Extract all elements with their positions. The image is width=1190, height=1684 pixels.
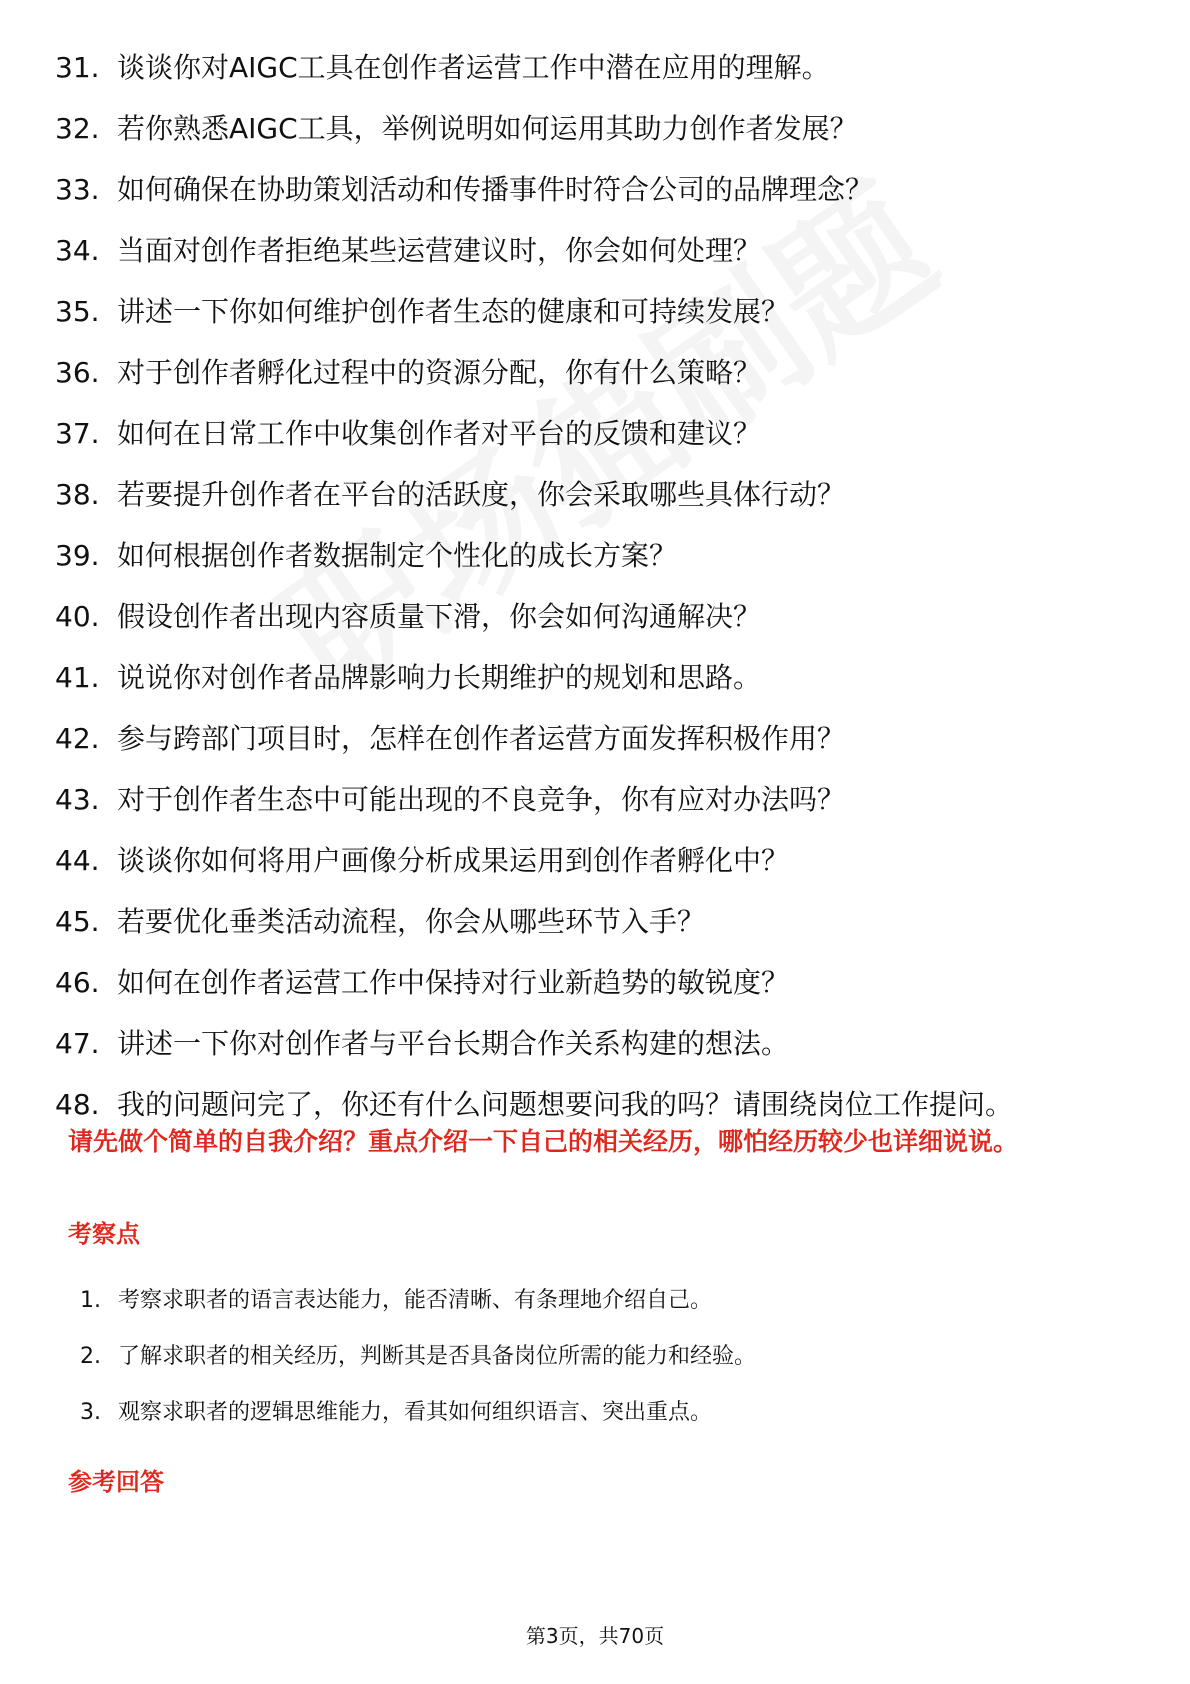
question-number: 44.: [55, 844, 100, 877]
reference-answer-label: 参考回答: [68, 1468, 164, 1496]
question-number: 31.: [55, 51, 100, 84]
question-text: 对于创作者生态中可能出现的不良竞争，你有应对办法吗？: [117, 783, 846, 816]
question-item: [55, 50, 1135, 86]
page-footer: 第3页，共70页: [525, 1624, 665, 1648]
question-number: 40.: [55, 600, 100, 633]
question-number: 43.: [55, 783, 100, 816]
point-number: 3.: [80, 1400, 101, 1425]
question-item: [55, 294, 1135, 330]
question-text: 如何根据创作者数据制定个性化的成长方案？: [117, 539, 678, 572]
question-item: [55, 233, 1135, 269]
point-text: 了解求职者的相关经历，判断其是否具备岗位所需的能力和经验。: [118, 1344, 757, 1369]
question-text: 参与跨部门项目时，怎样在创作者运营方面发挥积极作用？: [117, 722, 846, 755]
question-item: [55, 721, 1135, 757]
question-item: [55, 111, 1135, 147]
point-number: 2.: [80, 1344, 101, 1369]
question-item: [55, 416, 1135, 452]
question-number: 42.: [55, 722, 100, 755]
question-text: 假设创作者出现内容质量下滑，你会如何沟通解决？: [117, 600, 762, 633]
question-text: 如何在日常工作中收集创作者对平台的反馈和建议？: [117, 417, 762, 450]
question-number: 33.: [55, 173, 100, 206]
question-item: [55, 1087, 1135, 1127]
question-text: 对于创作者孵化过程中的资源分配，你有什么策略？: [117, 356, 762, 389]
assessment-points-list: [80, 1284, 1120, 1452]
question-item: [55, 782, 1135, 818]
question-number: 37.: [55, 417, 100, 450]
question-number: 39.: [55, 539, 100, 572]
question-item: [55, 538, 1135, 574]
question-text: 当面对创作者拒绝某些运营建议时，你会如何处理？: [117, 234, 762, 267]
question-text: 我的问题问完了，你还有什么问题想要问我的吗？请围绕岗位工作提问。: [117, 1088, 1014, 1121]
question-item: [55, 965, 1135, 1001]
question-number: 48.: [55, 1088, 100, 1121]
question-item: [55, 1026, 1135, 1062]
assessment-point: [80, 1284, 1120, 1318]
question-number: 41.: [55, 661, 100, 694]
point-text: 考察求职者的语言表达能力，能否清晰、有条理地介绍自己。: [118, 1288, 713, 1313]
question-text: 如何确保在协助策划活动和传播事件时符合公司的品牌理念？: [117, 173, 874, 206]
question-number: 46.: [55, 966, 100, 999]
question-text: 若要提升创作者在平台的活跃度，你会采取哪些具体行动？: [117, 478, 846, 511]
assessment-point: [80, 1396, 1120, 1430]
question-number: 34.: [55, 234, 100, 267]
question-text: 说说你对创作者品牌影响力长期维护的规划和思路。: [117, 661, 762, 694]
question-number: 36.: [55, 356, 100, 389]
question-list: [55, 50, 1135, 1152]
question-number: 38.: [55, 478, 100, 511]
question-number: 32.: [55, 112, 100, 145]
question-text: 如何在创作者运营工作中保持对行业新趋势的敏锐度？: [117, 966, 790, 999]
assessment-point: [80, 1340, 1120, 1374]
point-text: 观察求职者的逻辑思维能力，看其如何组织语言、突出重点。: [118, 1400, 713, 1425]
assessment-label: 考察点: [68, 1220, 140, 1248]
question-item: [55, 355, 1135, 391]
question-item: [55, 660, 1135, 696]
question-item: [55, 172, 1135, 208]
question-text: 谈谈你如何将用户画像分析成果运用到创作者孵化中？: [117, 844, 790, 877]
question-text: 若你熟悉AIGC工具，举例说明如何运用其助力创作者发展？: [117, 112, 858, 145]
question-item: [55, 904, 1135, 940]
question-text: 谈谈你对AIGC工具在创作者运营工作中潜在应用的理解。: [117, 51, 830, 84]
question-number: 45.: [55, 905, 100, 938]
question-item: [55, 477, 1135, 513]
question-number: 35.: [55, 295, 100, 328]
question-item: [55, 843, 1135, 879]
question-number: 47.: [55, 1027, 100, 1060]
question-text: 讲述一下你对创作者与平台长期合作关系构建的想法。: [117, 1027, 790, 1060]
point-number: 1.: [80, 1288, 101, 1313]
question-text: 讲述一下你如何维护创作者生态的健康和可持续发展？: [117, 295, 790, 328]
question-item: [55, 599, 1135, 635]
question-text: 若要优化垂类活动流程，你会从哪些环节入手？: [117, 905, 706, 938]
highlight-question: 请先做个简单的自我介绍？重点介绍一下自己的相关经历，哪怕经历较少也详细说说。: [68, 1127, 1019, 1156]
